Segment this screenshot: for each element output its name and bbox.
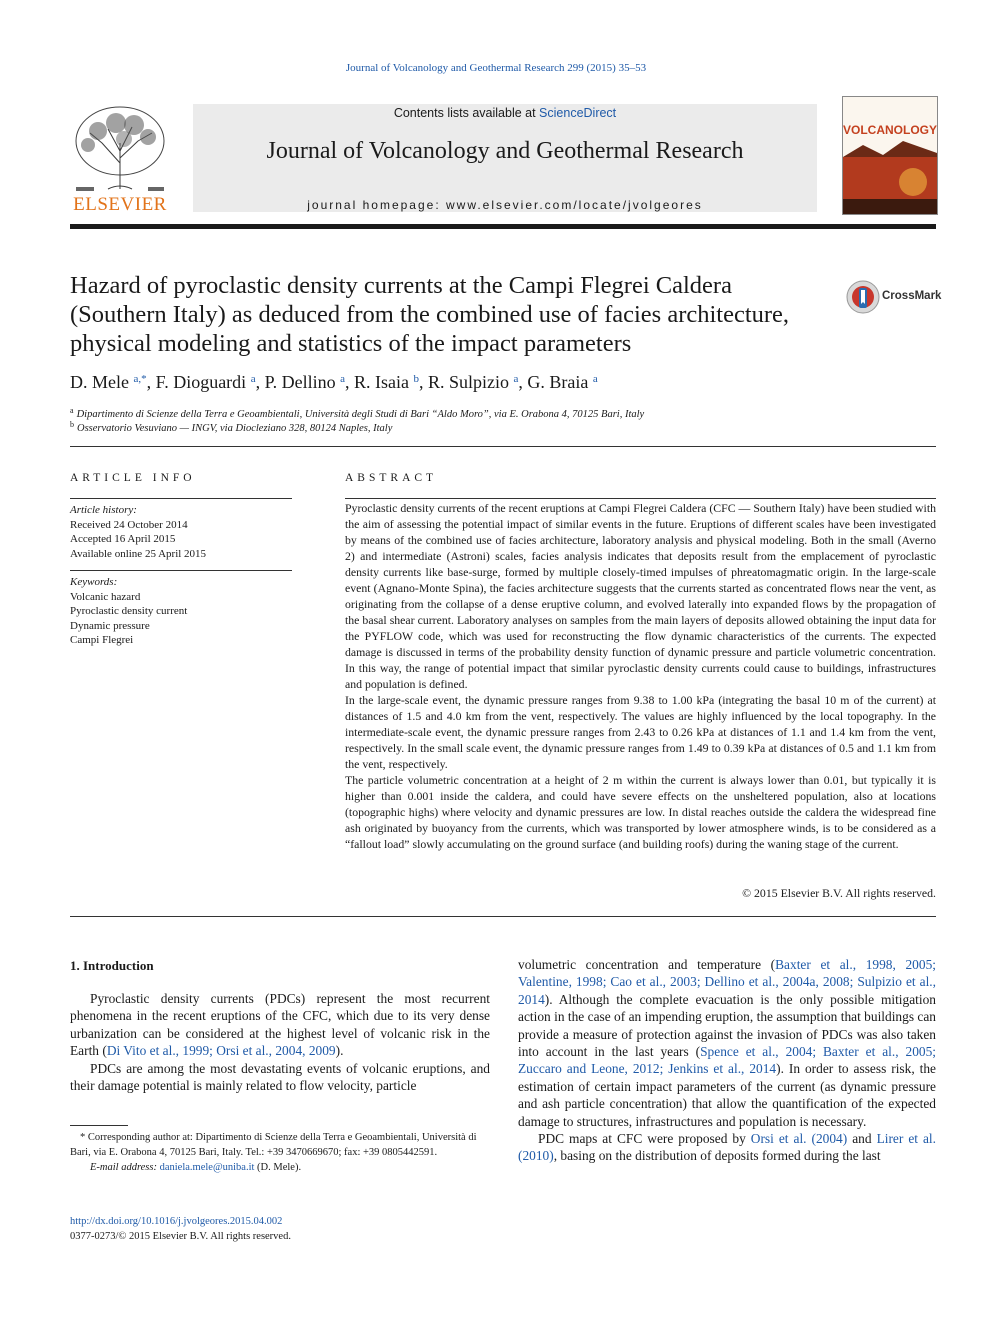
header-rule [70, 224, 936, 229]
paragraph-text: , basing on the distribution of deposits formed during the last [553, 1148, 881, 1164]
journal-title: Journal of Volcanology and Geothermal Research [266, 138, 744, 164]
affiliation-marker: b [70, 420, 74, 429]
corresponding-author-note: * Corresponding author at: Dipartimento di Scienze della Terra e Geoambientali, Università di Bari, via E. Orabona 4, 70125 Bari, Italy. Tel.: +39 3470669670; fax: +39 0805442591. [70, 1132, 477, 1158]
article-info-heading: ARTICLE INFO [70, 472, 196, 484]
paragraph-text: ). In order to assess risk, the estimation of certain impact parameters of the current (as dynamic pressure and ash particle concentration) that allow the quantification of the expected damage to structures, infrastructures and population is necessary. [518, 1061, 936, 1129]
keywords-label: Keywords: [70, 576, 118, 588]
history-label: Article history: [70, 504, 137, 516]
footnote-rule [70, 1125, 128, 1126]
cover-image-icon [843, 97, 937, 214]
email-suffix: (D. Mele). [254, 1162, 302, 1173]
keyword: Campi Flegrei [70, 634, 134, 646]
body-paragraph [518, 1130, 936, 1165]
paragraph-text: Pyroclastic density currents (PDCs) represent the most recurrent phenomena in the recent eruptions of the CFC, which due to its very dense urbanization can be considered at the highest level of volcanic risk in the Earth ( [70, 991, 490, 1059]
keyword: Dynamic pressure [70, 619, 150, 632]
history-online: Available online 25 April 2015 [70, 547, 207, 560]
abstract-copyright: © 2015 Elsevier B.V. All rights reserved. [742, 886, 936, 900]
divider [70, 570, 292, 571]
email-label: E-mail address: [90, 1162, 160, 1173]
email-link[interactable]: daniela.mele@uniba.it [159, 1162, 255, 1173]
divider [70, 498, 292, 499]
intro-left-column [70, 990, 490, 1094]
keyword: Volcanic hazard [70, 590, 141, 603]
citation-link[interactable]: Spence et al., 2004; Baxter et al., 2005; Zuccaro and Leone, 2012; Jenkins et al., 2014 [518, 1044, 936, 1077]
author-name[interactable]: F. Dioguardi [155, 372, 247, 392]
paragraph-text: ). [335, 1043, 344, 1059]
article-history [70, 503, 292, 561]
abstract-heading: ABSTRACT [345, 472, 438, 484]
abstract-paragraph: The particle volumetric concentration at a height of 2 m within the current is always lower than 0.01, but typically it is higher than 0.001 inside the caldera, and could have severe effects on the unsheltered population, also at locations (topographic highs) where velocity and dynamic pressures are low. In distal reaches outside the caldera the widespread fine ash originated by buoyancy from the currents, which was transported by lower atmosphere winds, is to be considered as a “fallout load” slowly accumulating on the ground surface (and building roofs) during the waning stage of the current. [345, 773, 936, 851]
divider [345, 498, 936, 499]
author-affiliation-marker[interactable]: a [592, 373, 598, 385]
author-name[interactable]: P. Dellino [264, 372, 336, 392]
author-affiliation-marker[interactable]: a [250, 373, 256, 385]
citation-link[interactable]: Baxter et al., 1998, 2005; Valentine, 1998; Cao et al., 2003; Dellino et al., 2004a, 2008; Sulpizio et al., 2014 [518, 957, 936, 1007]
crossmark-icon[interactable] [846, 280, 880, 314]
affiliation-text: Dipartimento di Scienze della Terra e Geoambientali, Università degli Studi di Bari “Aldo Moro”, via E. Orabona 4, 70125 Bari, Italy [76, 409, 645, 420]
affiliation [70, 420, 392, 434]
paragraph-text: and [847, 1131, 877, 1147]
elsevier-wordmark: ELSEVIER [73, 194, 167, 215]
divider [70, 916, 936, 917]
corresponding-author-marker[interactable]: * [141, 373, 147, 385]
contents-available [193, 106, 817, 120]
history-accepted: Accepted 16 April 2015 [70, 533, 176, 545]
author-affiliation-marker[interactable]: a, [133, 373, 142, 385]
citation-link[interactable]: Orsi et al. (2004) [750, 1131, 848, 1147]
history-received: Received 24 October 2014 [70, 518, 188, 531]
divider [70, 446, 936, 447]
issn-copyright: 0377-0273/© 2015 Elsevier B.V. All rights reserved. [70, 1231, 291, 1242]
cover-title: VOLCANOLOGY [843, 123, 938, 137]
email-line [70, 1160, 490, 1175]
affiliation-marker: a [70, 406, 74, 415]
abstract-body [345, 500, 936, 852]
author-name[interactable]: D. Mele [70, 372, 129, 392]
author-affiliation-marker[interactable]: a [513, 373, 519, 385]
author-affiliation-marker[interactable]: b [413, 373, 419, 385]
keyword: Pyroclastic density current [70, 605, 188, 617]
contents-prefix: Contents lists available at [393, 106, 540, 120]
journal-reference-link[interactable]: Journal of Volcanology and Geothermal Research 299 (2015) 35–53 [345, 62, 647, 74]
affiliation [70, 406, 644, 420]
paragraph-text: PDC maps at CFC were proposed by [538, 1131, 751, 1147]
author-list: D. Mele $^{a,*}$, F. Dioguardi $^a$, P. Dellino $^a$, R. Isaia $^b$, R. Sulpizio $^a$, G. Braia $^a$ [70, 372, 598, 392]
title-line: Hazard of pyroclastic density currents at the Campi Flegrei Caldera [70, 272, 732, 299]
body-paragraph: PDCs are among the most devastating events of volcanic eruptions, and their damage potential is mainly related to flow velocity, particle [70, 1060, 490, 1094]
author-affiliation-marker[interactable]: a [340, 373, 345, 385]
citation-link[interactable]: Lirer et al. (2010) [518, 1131, 936, 1164]
title-line: physical modeling and statistics of the impact parameters [70, 330, 632, 357]
author-name[interactable]: R. Sulpizio [427, 372, 509, 392]
citation-link[interactable]: Di Vito et al., 1999; Orsi et al., 2004, 2009 [106, 1043, 336, 1059]
keywords [70, 575, 292, 648]
doi-link[interactable]: http://dx.doi.org/10.1016/j.jvolgeores.2015.04.002 [70, 1216, 283, 1227]
paragraph-text: volumetric concentration and temperature ( [518, 957, 776, 972]
journal-homepage[interactable]: journal homepage: www.elsevier.com/locate/jvolgeores [307, 198, 703, 212]
paragraph-text: ). Although the complete evacuation is the only possible mitigation action in the case of an impending eruption, the assumption that buildings can provide a measure of protection against the invasion of PDCs was also taken into account in the last years ( [518, 991, 936, 1060]
author-name[interactable]: R. Isaia [353, 372, 409, 392]
article-title [70, 271, 830, 358]
body-paragraph [518, 956, 936, 1130]
crossmark-label[interactable]: CrossMark [882, 290, 942, 302]
section-heading: 1. Introduction [70, 958, 154, 973]
title-line: (Southern Italy) as deduced from the combined use of facies architecture, [70, 301, 790, 328]
abstract-paragraph: In the large-scale event, the dynamic pressure ranges from 9.38 to 1.00 kPa (integrating the basal 10 m of the current) at distances of 1.5 and 4.0 km from the vent, respectively. The values are highly influenced by the local topography. In the intermediate-scale event, the dynamic pressure ranges from 2.43 to 0.26 kPa at distances of 1.1 and 1.4 km from the vent, respectively. In the small scale event, the dynamic pressure ranges from 1.49 to 0.39 kPa at distances of 0.5 and 1.1 km from the vent, respectively. [345, 693, 936, 771]
doi-block [70, 1214, 291, 1244]
journal-cover-thumbnail [842, 96, 938, 215]
sciencedirect-link[interactable]: ScienceDirect [539, 106, 617, 120]
intro-right-column [518, 956, 936, 1165]
body-paragraph [70, 990, 490, 1060]
abstract-paragraph: Pyroclastic density currents of the recent eruptions at Campi Flegrei Caldera (CFC — Southern Italy) have been studied with the aim of assessing the potential impact of similar events in the future. Eruptions of different scales have been investigated by means of the combined use of facies architecture, laboratory analysis and physical modeling. Both in the small (Averno 2) and intermediate (Astroni) scales, facies analysis indicates that deposits result from the emplacement of pyroclastic density currents like base-surge, formed by multiple closely-timed impulses of phreatomagmatic origin. In the large-scale event (Agnano-Monte Spina), the facies architecture suggests that the currents started as concentrated flows near the vent, as originating from the collapse of a dense eruptive column, and evolved laterally into expanded flows by the propagation of the basal shear current. Laboratory analyses on samples from the main layers of deposits allowed obtaining the input data for the PYFLOW code, which was used for reconstructing the flow dynamic characteristics of the currents. The expected damage is discussed in terms of the probability density function of dynamic pressure and particle volumetric concentration. In this way, the range of potential impact that similar pyroclastic density currents could cause to buildings, infrastructures and population is defined. [345, 501, 936, 691]
affiliation-text: Osservatorio Vesuviano — INGV, via Diocleziano 328, 80124 Naples, Italy [77, 423, 393, 434]
footnote [70, 1130, 490, 1175]
author-name[interactable]: G. Braia [527, 372, 589, 392]
